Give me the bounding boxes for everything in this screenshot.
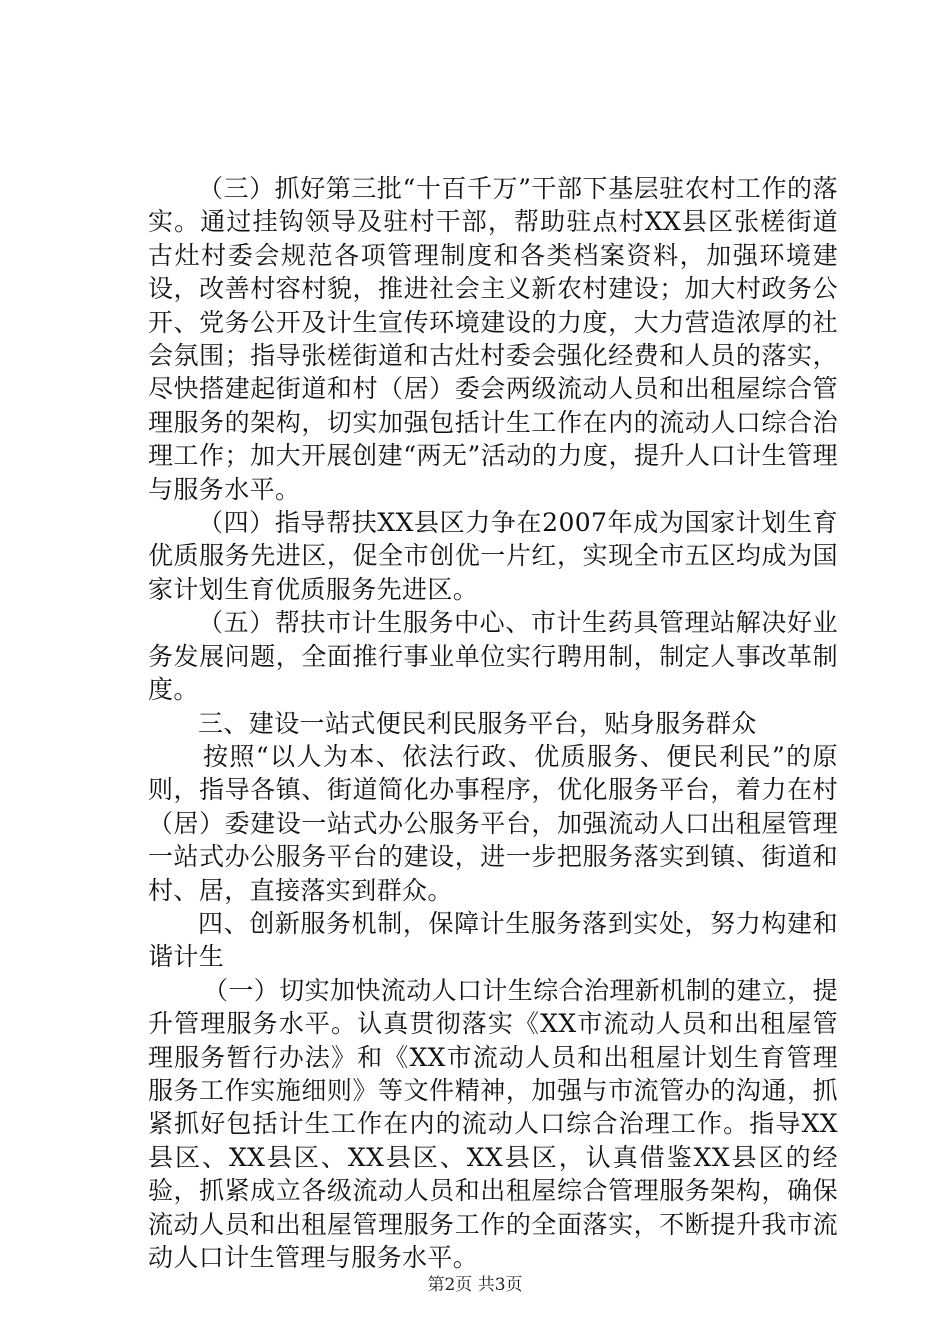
paragraph-section-3-item-3: （三）抓好第三批“十百千万”干部下基层驻农村工作的落实。通过挂钩领导及驻村干部，帮助驻点村XX县区张槎街道古灶村委会规范各项管理制度和各类档案资料，加强环境建设，改善村容村貌，推进社会主义新农村建设；加大村政务公开、党务公开及计生宣传环境建设的力度，大力营造浓厚的社会氛围；指导张槎街道和古灶村委会强化经费和人员的落实，尽快搭建起街道和村（居）委会两级流动人员和出租屋综合管理服务的架构，切实加强包括计生工作在内的流动人口综合治理工作；加大开展创建“两无”活动的力度，提升人口计生管理与服务水平。 xyxy=(148,174,838,504)
paragraph-section-4-item-1: （一）切实加快流动人口计生综合治理新机制的建立，提升管理服务水平。认真贯彻落实《XX市流动人员和出租屋管理服务暂行办法》和《XX市流动人员和出租屋计划生育管理服务工作实施细则》等文件精神，加强与市流管办的沟通，抓紧抓好包括计生工作在内的流动人口综合治理工作。指导XX县区、XX县区、XX县区、XX县区，认真借鉴XX县区的经验，抓紧成立各级流动人员和出租屋综合管理服务架构，确保流动人员和出租屋管理服务工作的全面落实，不断提升我市流动人口计生管理与服务水平。 xyxy=(148,975,839,1272)
paragraph-section-3-item-5: （五）帮扶市计生服务中心、市计生药具管理站解决好业务发展问题，全面推行事业单位实行聘用制，制定人事改革制度。 xyxy=(148,608,838,705)
section-heading-4: 四、创新服务机制，保障计生服务落到实处，努力构建和谐计生 xyxy=(148,908,838,972)
paragraph-section-3-body: 按照“以人为本、依法行政、优质服务、便民利民”的原则，指导各镇、街道简化办事程序，优化服务平台，着力在村（居）委建设一站式办公服务平台，加强流动人口出租屋管理一站式办公服务平台的建设，进一步把服务落实到镇、街道和村、居，直接落实到群众。 xyxy=(148,741,838,905)
document-body xyxy=(148,172,838,1274)
section-heading-3: 三、建设一站式便民利民服务平台，贴身服务群众 xyxy=(198,708,757,738)
page-number-footer: 第2页 共3页 xyxy=(427,1275,523,1295)
paragraph-section-3-item-4: （四）指导帮扶XX县区力争在2007年成为国家计划生育优质服务先进区，促全市创优一片红，实现全市五区均成为国家计划生育优质服务先进区。 xyxy=(148,508,838,604)
